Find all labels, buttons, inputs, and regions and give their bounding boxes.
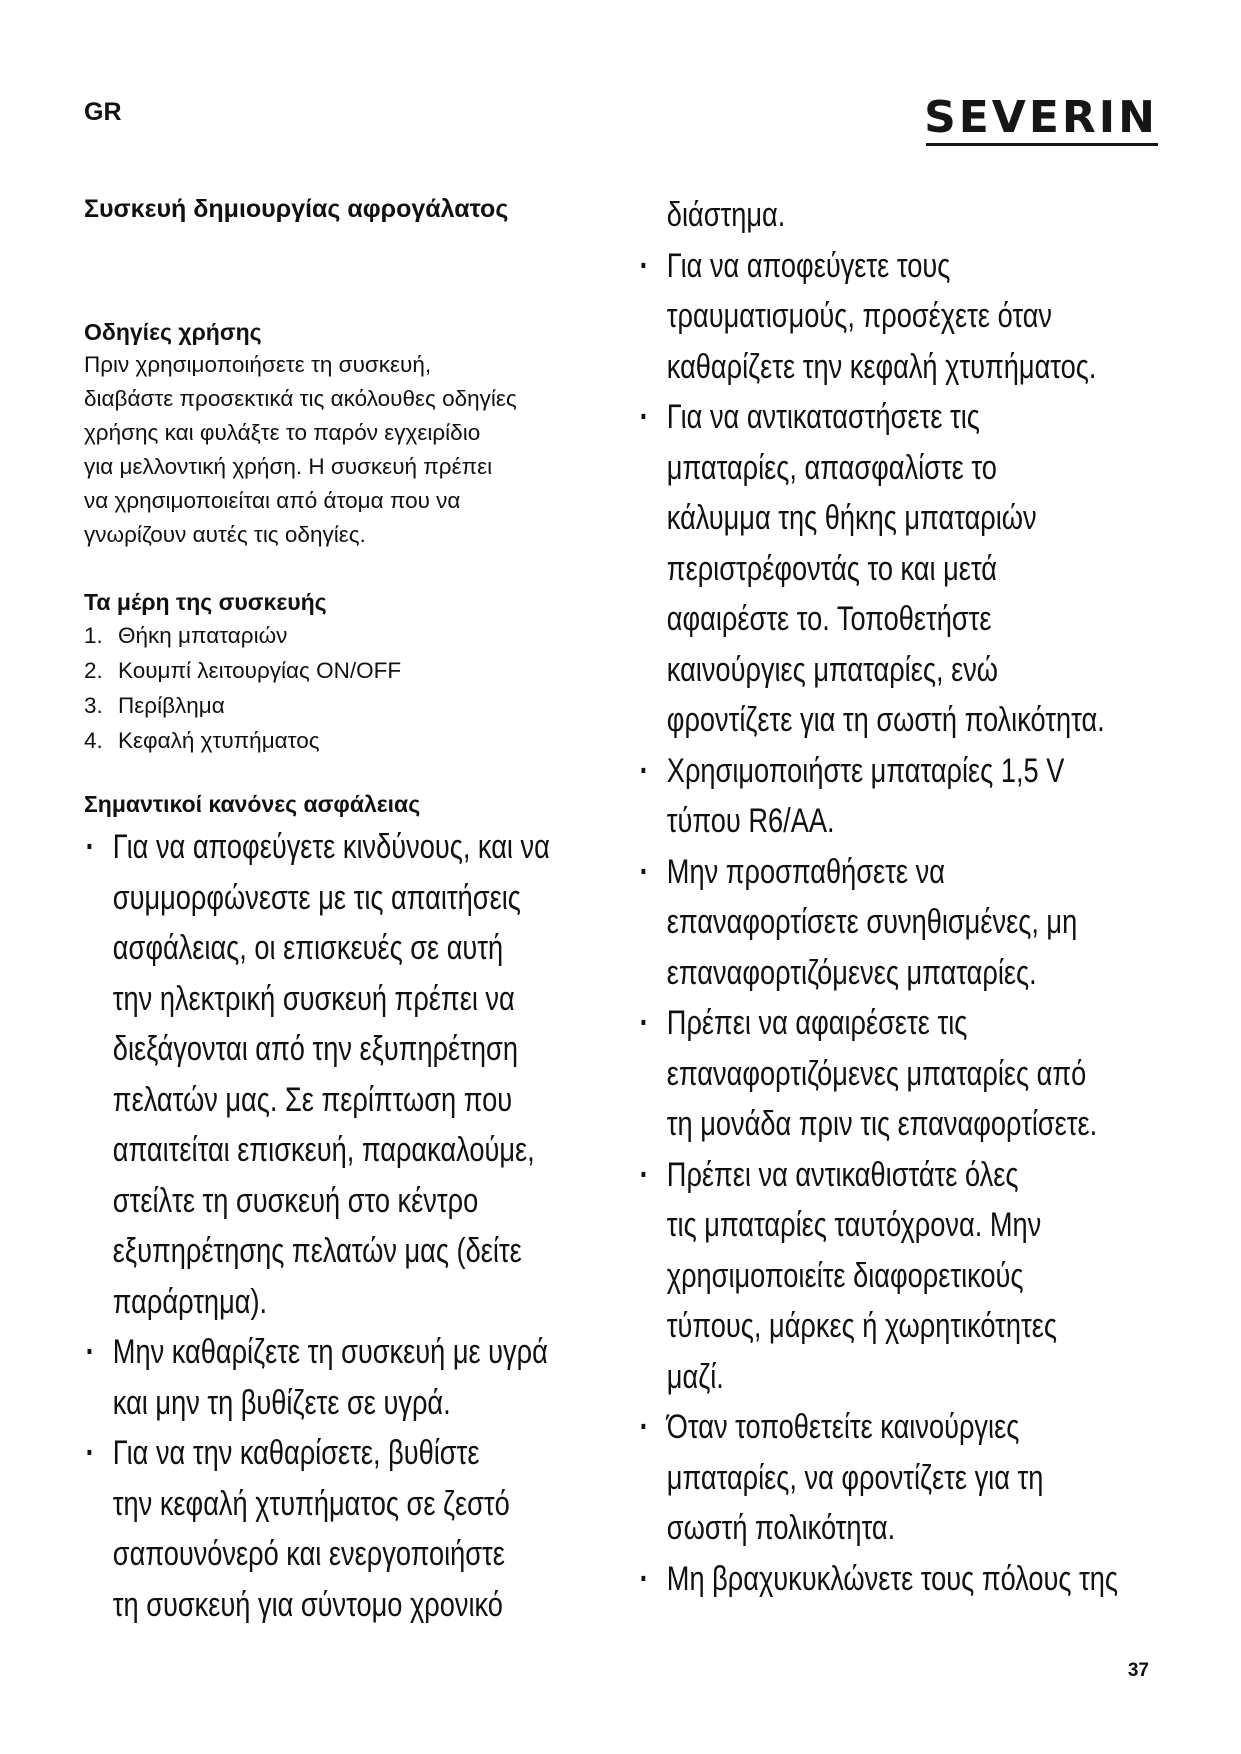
safety-bullet-line: τύπου R6/AA.	[666, 802, 835, 840]
parts-heading: Τα μέρη της συσκευής	[84, 589, 327, 615]
safety-bullet	[84, 822, 604, 1327]
page-title: Συσκευή δημιουργίας αφρογάλατος	[84, 195, 509, 223]
instructions-heading: Οδηγίες χρήσης	[84, 319, 262, 345]
language-code: GR	[84, 98, 122, 126]
safety-bullet-line: ασφάλειας, οι επισκευές σε αυτή	[112, 929, 504, 967]
safety-bullet-line: χρησιμοποιείτε διαφορετικούς	[666, 1256, 1024, 1295]
safety-bullet-line: τη συσκευή για σύντομο χρονικό	[112, 1585, 503, 1624]
safety-bullet-line: Πρέπει να αφαιρέσετε τις	[666, 1004, 968, 1042]
safety-bullet-line: Για να την καθαρίσετε, βυθίστε	[112, 1434, 480, 1472]
safety-bullet	[84, 1428, 604, 1630]
safety-section	[84, 788, 604, 1630]
safety-bullet	[638, 998, 1198, 1150]
safety-list-right	[638, 241, 1198, 1605]
safety-bullet-line: επαναφορτιζόμενες μπαταρίες.	[666, 953, 1037, 992]
safety-bullet-line: εξυπηρέτησης πελατών μας (δείτε	[112, 1232, 522, 1270]
safety-bullet-line: παράρτημα).	[112, 1282, 268, 1321]
brand-logo: SEVERIN	[924, 92, 1158, 143]
safety-bullet-line: Μη βραχυκυκλώνετε τους πόλους της	[666, 1559, 1119, 1598]
safety-bullet-line: τύπους, μάρκες ή χωρητικότητες	[666, 1307, 1058, 1345]
safety-bullet-line: καθαρίζετε την κεφαλή χτυπήματος.	[666, 347, 1097, 386]
safety-bullet-line: επαναφορτίσετε συνηθισμένες, μη	[666, 903, 1078, 941]
safety-list-left	[84, 822, 604, 1630]
instructions-text	[84, 348, 604, 552]
safety-bullet-line: καινούργιες μπαταρίες, ενώ	[666, 650, 999, 689]
parts-list-item	[84, 618, 604, 653]
parts-item-label: Κουμπί λειτουργίας ON/OFF	[118, 658, 402, 683]
left-column	[84, 192, 604, 1630]
safety-bullet-line: σωστή πολικότητα.	[666, 1509, 896, 1547]
safety-bullet	[638, 1402, 1198, 1554]
safety-bullet	[638, 1554, 1198, 1605]
safety-bullet-line: μπαταρίες, απασφαλίστε το	[666, 448, 997, 487]
continuation-text	[638, 190, 1198, 241]
instructions-section	[84, 316, 604, 552]
safety-bullet-line: την κεφαλή χτυπήματος σε ζεστό	[112, 1484, 510, 1523]
safety-bullet-line: Πρέπει να αντικαθιστάτε όλες	[666, 1155, 1019, 1194]
safety-bullet-line: στείλτε τη συσκευή στο κέντρο	[112, 1181, 479, 1220]
safety-bullet-line: Μην προσπαθήσετε να	[666, 852, 945, 891]
parts-list-item	[84, 723, 604, 758]
parts-item-number: 3.	[84, 693, 103, 718]
safety-bullet-line: Για να αποφεύγετε κινδύνους, και να	[112, 828, 550, 866]
parts-list	[84, 618, 604, 758]
safety-heading: Σημαντικοί κανόνες ασφάλειας	[84, 791, 421, 817]
safety-bullet-line: τη μονάδα πριν τις επαναφορτίσετε.	[666, 1105, 1098, 1143]
parts-item-label: Κεφαλή χτυπήματος	[118, 728, 320, 753]
safety-bullet-line: συμμορφώνεστε με τις απαιτήσεις	[112, 878, 521, 917]
instructions-line: χρήσης και φυλάξτε το παρόν εγχειρίδιο	[84, 420, 481, 445]
safety-continued	[638, 190, 1198, 1604]
instructions-line: για μελλοντική χρήση. Η συσκευή πρέπει	[84, 454, 493, 479]
parts-item-number: 2.	[84, 658, 103, 683]
right-column	[638, 190, 1198, 1604]
safety-bullet	[638, 1150, 1198, 1403]
safety-bullet-line: Χρησιμοποιήστε μπαταρίες 1,5 V	[666, 751, 1065, 790]
safety-bullet-line: επαναφορτιζόμενες μπαταρίες από	[666, 1054, 1087, 1093]
safety-bullet-line: μπαταρίες, να φροντίζετε για τη	[666, 1458, 1044, 1497]
safety-bullet-line: φροντίζετε για τη σωστή πολικότητα.	[666, 701, 1105, 739]
safety-bullet-line: Για να αποφεύγετε τους	[666, 246, 951, 285]
parts-section	[84, 586, 604, 758]
parts-item-label: Θήκη μπαταριών	[118, 623, 288, 648]
continuation-line: διάστημα.	[666, 196, 786, 234]
safety-bullet-line: απαιτείται επισκευή, παρακαλούμε,	[112, 1131, 535, 1169]
safety-bullet-line: και μην τη βυθίζετε σε υγρά.	[112, 1383, 451, 1422]
page-number: 37	[1127, 1660, 1149, 1681]
safety-bullet-line: διεξάγονται από την εξυπηρέτηση	[112, 1030, 518, 1068]
parts-list-item	[84, 688, 604, 723]
safety-bullet-line: αφαιρέστε το. Τοποθετήστε	[666, 600, 992, 638]
safety-bullet-line: κάλυμμα της θήκης μπαταριών	[666, 499, 1037, 537]
safety-bullet	[638, 847, 1198, 999]
safety-bullet-line: τις μπαταρίες ταυτόχρονα. Μην	[666, 1206, 1042, 1244]
safety-bullet	[638, 746, 1198, 847]
safety-bullet-line: σαπουνόνερό και ενεργοποιήστε	[112, 1535, 505, 1573]
parts-item-label: Περίβλημα	[118, 693, 225, 718]
logo-underline	[926, 143, 1158, 146]
instructions-line: να χρησιμοποιείται από άτομα που να	[84, 488, 461, 513]
safety-bullet	[638, 241, 1198, 393]
safety-bullet-line: μαζί.	[666, 1357, 724, 1396]
parts-list-item	[84, 653, 604, 688]
safety-bullet-line: περιστρέφοντάς το και μετά	[666, 549, 997, 588]
safety-bullet-line: την ηλεκτρική συσκευή πρέπει να	[112, 979, 515, 1018]
safety-bullet-line: τραυματισμούς, προσέχετε όταν	[666, 297, 1053, 335]
safety-bullet	[84, 1327, 604, 1428]
safety-bullet-line: πελατών μας. Σε περίπτωση που	[112, 1080, 513, 1119]
safety-bullet	[638, 392, 1198, 746]
safety-bullet-line: Για να αντικαταστήσετε τις	[666, 398, 980, 436]
instructions-line: διαβάστε προσεκτικά τις ακόλουθες οδηγίες	[84, 386, 517, 411]
safety-bullet-line: Μην καθαρίζετε τη συσκευή με υγρά	[112, 1333, 548, 1371]
instructions-line: γνωρίζουν αυτές τις οδηγίες.	[84, 522, 366, 547]
parts-item-number: 4.	[84, 728, 103, 753]
instructions-line: Πριν χρησιμοποιήσετε τη συσκευή,	[84, 352, 432, 377]
parts-item-number: 1.	[84, 623, 103, 648]
safety-bullet-line: Όταν τοποθετείτε καινούργιες	[666, 1408, 1020, 1446]
